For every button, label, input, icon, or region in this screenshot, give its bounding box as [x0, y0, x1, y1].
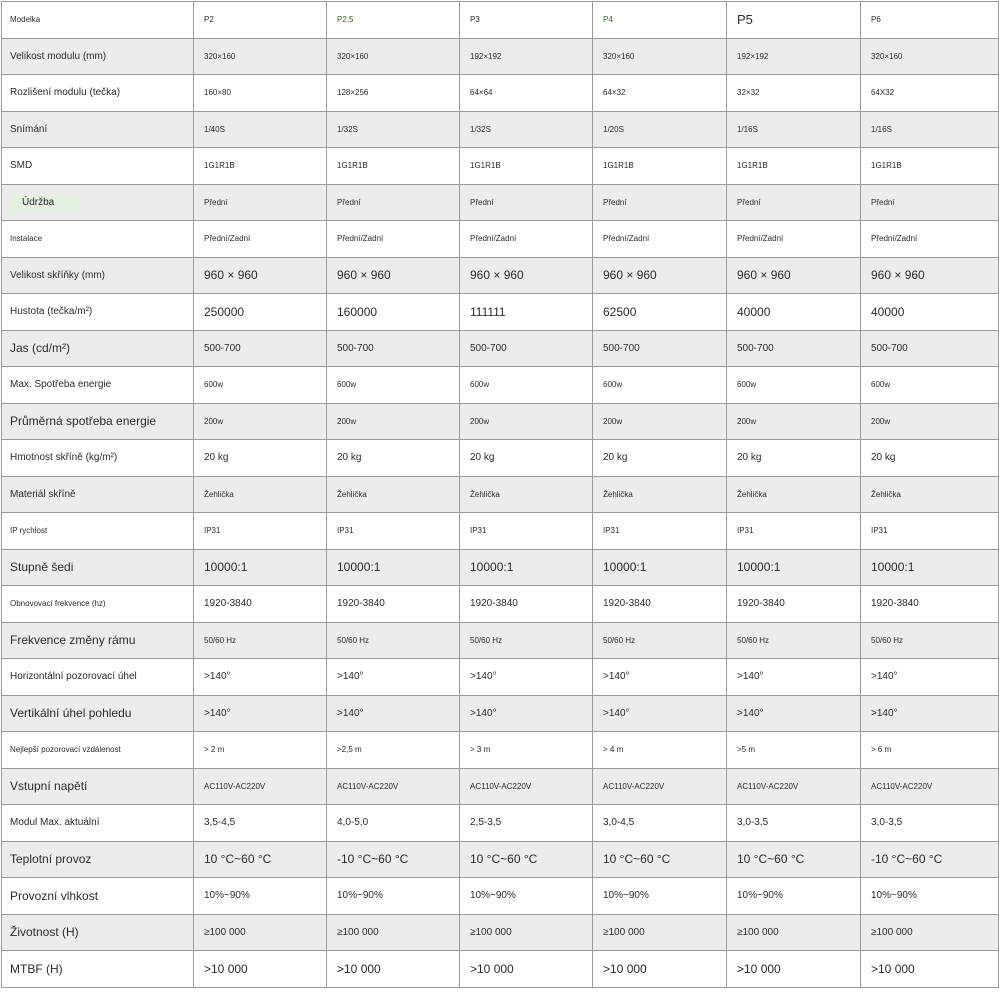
cell-value: 500-700: [460, 330, 593, 367]
row-label: Instalace: [2, 221, 194, 258]
table-row: [2, 659, 999, 696]
cell-value: ≥100 000: [194, 914, 327, 951]
row-label: Materiál skříně: [2, 476, 194, 513]
cell-value: 64×32: [593, 75, 727, 112]
cell-value: 62500: [593, 294, 727, 331]
cell-value: 320×160: [327, 38, 460, 75]
cell-value: 1G1R1B: [460, 148, 593, 185]
row-label: MTBF (H): [2, 951, 194, 988]
cell-value: 10 °C~60 °C: [727, 841, 861, 878]
row-label: Max. Spotřeba energie: [2, 367, 194, 404]
row-label: Průměrná spotřeba energie: [2, 403, 194, 440]
cell-value: 64X32: [861, 75, 999, 112]
cell-value: 200w: [861, 403, 999, 440]
cell-value: >140°: [727, 659, 861, 696]
cell-value: >2,5 m: [327, 732, 460, 769]
cell-value: ≥100 000: [593, 914, 727, 951]
cell-value: 320×160: [593, 38, 727, 75]
cell-value: 50/60 Hz: [194, 622, 327, 659]
cell-value: >140°: [593, 695, 727, 732]
cell-value: 1/20S: [593, 111, 727, 148]
cell-value: 1920-3840: [861, 586, 999, 623]
cell-value: Přední/Zadní: [593, 221, 727, 258]
cell-value: 160×80: [194, 75, 327, 112]
cell-value: 600w: [861, 367, 999, 404]
cell-value: 600w: [327, 367, 460, 404]
cell-value: 111111: [460, 294, 593, 331]
cell-value: Žehlička: [194, 476, 327, 513]
row-label: Hustota (tečka/m²): [2, 294, 194, 331]
table-row: [2, 294, 999, 331]
cell-value: 500-700: [727, 330, 861, 367]
cell-value: 40000: [727, 294, 861, 331]
cell-value: Přední/Zadní: [861, 221, 999, 258]
cell-value: 40000: [861, 294, 999, 331]
cell-value: Přední: [460, 184, 593, 221]
cell-value: 200w: [727, 403, 861, 440]
cell-value: 10000:1: [460, 549, 593, 586]
cell-value: > 6 m: [861, 732, 999, 769]
cell-value: 1/16S: [861, 111, 999, 148]
cell-value: 192×192: [727, 38, 861, 75]
table-row: [2, 148, 999, 185]
cell-value: IP31: [861, 513, 999, 550]
cell-value: 128×256: [327, 75, 460, 112]
row-label: Provozní vlhkost: [2, 878, 194, 915]
row-label: Životnost (H): [2, 914, 194, 951]
cell-value: 1G1R1B: [194, 148, 327, 185]
cell-value: 20 kg: [460, 440, 593, 477]
cell-value: 1/40S: [194, 111, 327, 148]
cell-value: 10000:1: [861, 549, 999, 586]
cell-value: 10%~90%: [861, 878, 999, 915]
cell-value: 600w: [727, 367, 861, 404]
cell-value: >5 m: [727, 732, 861, 769]
cell-value: 3,0-3,5: [727, 805, 861, 842]
cell-value: 1920-3840: [194, 586, 327, 623]
cell-value: 10000:1: [327, 549, 460, 586]
cell-value: Přední/Zadní: [460, 221, 593, 258]
cell-value: -10 °C~60 °C: [861, 841, 999, 878]
header-cell-p25: P2.5: [327, 2, 460, 39]
cell-value: IP31: [194, 513, 327, 550]
cell-value: ≥100 000: [861, 914, 999, 951]
table-row: [2, 111, 999, 148]
table-row: [2, 403, 999, 440]
cell-value: 50/60 Hz: [727, 622, 861, 659]
cell-value: 20 kg: [727, 440, 861, 477]
cell-value: IP31: [327, 513, 460, 550]
cell-value: >140°: [861, 695, 999, 732]
cell-value: 10%~90%: [593, 878, 727, 915]
header-cell-model: Modelka: [2, 2, 194, 39]
cell-value: 2,5-3,5: [460, 805, 593, 842]
cell-value: 10 °C~60 °C: [194, 841, 327, 878]
table-row: [2, 476, 999, 513]
table-row: [2, 549, 999, 586]
row-label: Teplotní provoz: [2, 841, 194, 878]
cell-value: >10 000: [194, 951, 327, 988]
cell-value: -10 °C~60 °C: [327, 841, 460, 878]
table-row: [2, 695, 999, 732]
cell-value: 10%~90%: [327, 878, 460, 915]
cell-value: >140°: [327, 659, 460, 696]
row-label: Vstupní napětí: [2, 768, 194, 805]
cell-value: >140°: [194, 695, 327, 732]
cell-value: AC110V-AC220V: [460, 768, 593, 805]
cell-value: 20 kg: [327, 440, 460, 477]
cell-value: 1/16S: [727, 111, 861, 148]
table-row: [2, 330, 999, 367]
cell-value: Žehlička: [727, 476, 861, 513]
cell-value: 10000:1: [194, 549, 327, 586]
cell-value: 600w: [460, 367, 593, 404]
table-row: [2, 914, 999, 951]
cell-value: > 3 m: [460, 732, 593, 769]
table-row: [2, 184, 999, 221]
cell-value: 10 °C~60 °C: [593, 841, 727, 878]
row-label: Frekvence změny rámu: [2, 622, 194, 659]
spec-table: [1, 1, 999, 988]
cell-value: 960 × 960: [460, 257, 593, 294]
cell-value: >10 000: [727, 951, 861, 988]
cell-value: 1G1R1B: [727, 148, 861, 185]
cell-value: 600w: [194, 367, 327, 404]
cell-value: ≥100 000: [727, 914, 861, 951]
table-row: [2, 732, 999, 769]
cell-value: Přední: [593, 184, 727, 221]
cell-value: 1920-3840: [727, 586, 861, 623]
cell-value: AC110V-AC220V: [327, 768, 460, 805]
cell-value: 1920-3840: [460, 586, 593, 623]
cell-value: Přední/Zadní: [727, 221, 861, 258]
cell-value: ≥100 000: [460, 914, 593, 951]
cell-value: Přední: [194, 184, 327, 221]
table-row: [2, 951, 999, 988]
cell-value: 160000: [327, 294, 460, 331]
cell-value: ≥100 000: [327, 914, 460, 951]
table-row: [2, 75, 999, 112]
cell-value: 20 kg: [593, 440, 727, 477]
cell-value: 10 °C~60 °C: [460, 841, 593, 878]
table-row: [2, 841, 999, 878]
cell-value: Přední: [327, 184, 460, 221]
cell-value: Žehlička: [593, 476, 727, 513]
cell-value: 64×64: [460, 75, 593, 112]
cell-value: Přední: [727, 184, 861, 221]
cell-value: AC110V-AC220V: [727, 768, 861, 805]
row-label: SMD: [2, 148, 194, 185]
cell-value: 3,5-4,5: [194, 805, 327, 842]
cell-value: 960 × 960: [327, 257, 460, 294]
row-label: Rozlišení modulu (tečka): [2, 75, 194, 112]
row-label: Snímání: [2, 111, 194, 148]
cell-value: Žehlička: [861, 476, 999, 513]
cell-value: 20 kg: [194, 440, 327, 477]
header-cell-p3: P3: [460, 2, 593, 39]
cell-value: 3,0-4,5: [593, 805, 727, 842]
cell-value: 10%~90%: [460, 878, 593, 915]
cell-value: 200w: [593, 403, 727, 440]
cell-value: Přední/Zadní: [327, 221, 460, 258]
cell-value: Žehlička: [327, 476, 460, 513]
cell-value: 250000: [194, 294, 327, 331]
header-cell-p6: P6: [861, 2, 999, 39]
row-label-text: Údržba: [10, 195, 80, 210]
cell-value: >140°: [194, 659, 327, 696]
cell-value: 1/32S: [460, 111, 593, 148]
cell-value: 1920-3840: [593, 586, 727, 623]
row-label: Velikost modulu (mm): [2, 38, 194, 75]
cell-value: 10%~90%: [727, 878, 861, 915]
cell-value: 10000:1: [727, 549, 861, 586]
cell-value: 960 × 960: [861, 257, 999, 294]
cell-value: >10 000: [861, 951, 999, 988]
cell-value: > 2 m: [194, 732, 327, 769]
cell-value: 960 × 960: [194, 257, 327, 294]
cell-value: 500-700: [593, 330, 727, 367]
row-label: Horizontální pozorovací úhel: [2, 659, 194, 696]
cell-value: 50/60 Hz: [861, 622, 999, 659]
table-row: [2, 622, 999, 659]
cell-value: >10 000: [593, 951, 727, 988]
cell-value: 50/60 Hz: [593, 622, 727, 659]
cell-value: 200w: [327, 403, 460, 440]
row-label: Stupně šedi: [2, 549, 194, 586]
cell-value: 4,0-5,0: [327, 805, 460, 842]
row-label: Hmotnost skříně (kg/m²): [2, 440, 194, 477]
cell-value: >140°: [861, 659, 999, 696]
cell-value: 32×32: [727, 75, 861, 112]
cell-value: 960 × 960: [593, 257, 727, 294]
cell-value: 320×160: [861, 38, 999, 75]
row-label: Jas (cd/m²): [2, 330, 194, 367]
cell-value: >140°: [327, 695, 460, 732]
cell-value: 20 kg: [861, 440, 999, 477]
cell-value: 200w: [194, 403, 327, 440]
cell-value: 50/60 Hz: [460, 622, 593, 659]
table-row: [2, 440, 999, 477]
cell-value: 3,0-3,5: [861, 805, 999, 842]
cell-value: 10%~90%: [194, 878, 327, 915]
table-row: [2, 257, 999, 294]
table-row: [2, 805, 999, 842]
table-row: [2, 38, 999, 75]
header-cell-p5: P5: [727, 2, 861, 39]
cell-value: Přední: [861, 184, 999, 221]
cell-value: 10000:1: [593, 549, 727, 586]
cell-value: AC110V-AC220V: [194, 768, 327, 805]
table-row: [2, 367, 999, 404]
cell-value: 960 × 960: [727, 257, 861, 294]
row-label: [2, 184, 194, 221]
header-row: [2, 2, 999, 39]
cell-value: AC110V-AC220V: [593, 768, 727, 805]
spec-table-wrapper: [1, 1, 998, 988]
cell-value: 500-700: [327, 330, 460, 367]
row-label: Velikost skříňky (mm): [2, 257, 194, 294]
cell-value: 600w: [593, 367, 727, 404]
cell-value: Přední/Zadní: [194, 221, 327, 258]
cell-value: >10 000: [460, 951, 593, 988]
cell-value: >140°: [460, 695, 593, 732]
cell-value: 50/60 Hz: [327, 622, 460, 659]
row-label: Obnovovací frekvence (hz): [2, 586, 194, 623]
header-cell-p4: P4: [593, 2, 727, 39]
header-cell-p2: P2: [194, 2, 327, 39]
cell-value: Žehlička: [460, 476, 593, 513]
table-row: [2, 768, 999, 805]
cell-value: 1G1R1B: [593, 148, 727, 185]
cell-value: > 4 m: [593, 732, 727, 769]
cell-value: 500-700: [861, 330, 999, 367]
cell-value: IP31: [727, 513, 861, 550]
cell-value: 192×192: [460, 38, 593, 75]
row-label: Vertikální úhel pohledu: [2, 695, 194, 732]
table-row: [2, 878, 999, 915]
table-row: [2, 586, 999, 623]
cell-value: 200w: [460, 403, 593, 440]
cell-value: >140°: [593, 659, 727, 696]
cell-value: 1920-3840: [327, 586, 460, 623]
cell-value: IP31: [460, 513, 593, 550]
cell-value: 1/32S: [327, 111, 460, 148]
cell-value: AC110V-AC220V: [861, 768, 999, 805]
cell-value: 1G1R1B: [861, 148, 999, 185]
cell-value: 1G1R1B: [327, 148, 460, 185]
table-row: [2, 221, 999, 258]
cell-value: >140°: [460, 659, 593, 696]
cell-value: >10 000: [327, 951, 460, 988]
row-label: Modul Max. aktuální: [2, 805, 194, 842]
cell-value: 320×160: [194, 38, 327, 75]
cell-value: 500-700: [194, 330, 327, 367]
row-label: Nejlepší pozorovací vzdálenost: [2, 732, 194, 769]
row-label: IP rychlost: [2, 513, 194, 550]
cell-value: IP31: [593, 513, 727, 550]
table-row: [2, 513, 999, 550]
cell-value: >140°: [727, 695, 861, 732]
